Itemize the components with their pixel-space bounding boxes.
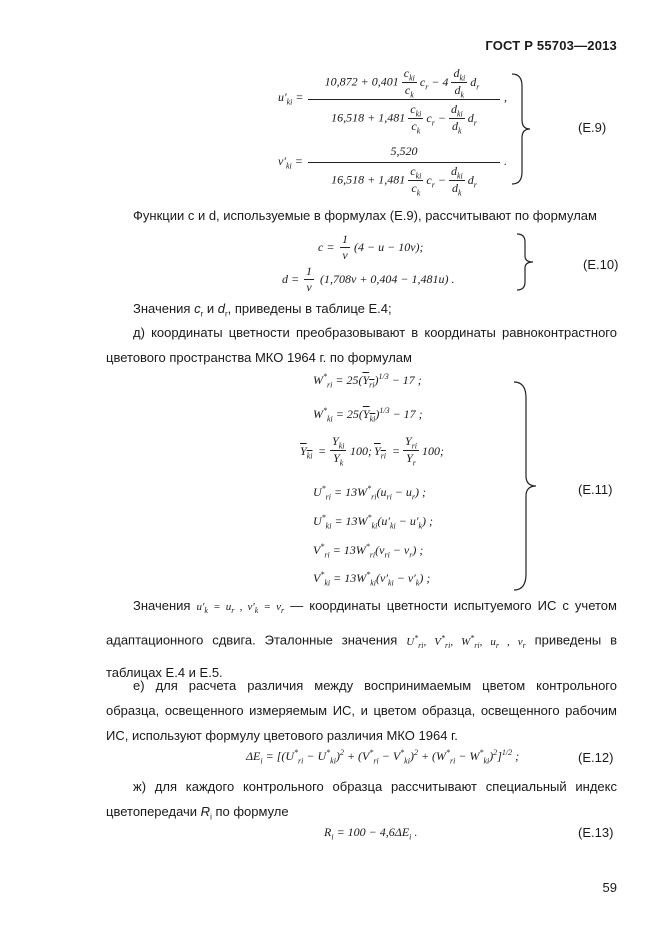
equation-e11-line-4: $U^*_{ri} = 13W^*_{ri}(u_{ri} - u_r)$ ; bbox=[313, 484, 427, 502]
document-standard-number: ГОСТ Р 55703—2013 bbox=[485, 38, 617, 53]
equation-label-e10: (Е.10) bbox=[583, 257, 619, 272]
paragraph-e-color-difference: е) для расчета различия между воспринимаемым цветом контрольного образца, освещенного измеряемым ИС, и цветом образца, освещенного рабочим ИС, используют формулу цветового различия МКО 1964 г. bbox=[106, 678, 617, 743]
right-brace-e10 bbox=[515, 232, 535, 292]
page-number: 59 bbox=[602, 880, 617, 895]
paragraph-values-cr-dr: Значения $c_r$ и $d_r$, приведены в таблице Е.4; bbox=[133, 301, 392, 319]
equation-e11-line-3: $Y_{ki}$ = $Y_{ki}$ $Y_k$ 100; $Y_{ri}$ = $Y_{ri}$ $Y_r$ 100; bbox=[300, 434, 444, 468]
equation-label-e12: (Е.12) bbox=[578, 750, 614, 765]
paragraph-d-coordinates: д) координаты цветности преобразовывают в координаты равноконтрастного цветового пространства МКО 1964 г. по формулам bbox=[106, 325, 617, 365]
equation-e9-v: $v'_{ki}$ = 5,520 . 16,518 + 1,481 $\frac{c_{ki}}{c_k}$ $c_r$ − $\frac{d_{ki}}{d_k}$ $d_r$ bbox=[278, 144, 507, 198]
equation-label-e13: (Е.13) bbox=[578, 825, 614, 840]
equation-e11-line-5: $U^*_{ki} = 13W^*_{ki}(u'_{ki} - u'_k)$ ; bbox=[313, 513, 434, 531]
equation-e13: $R_i = 100 - 4,6\Delta E_i$ . bbox=[324, 825, 418, 842]
equation-e10-c: c = $\frac{1}{v}$ (4 − u − 10v); bbox=[318, 232, 424, 262]
right-brace-e9 bbox=[510, 72, 532, 186]
paragraph-functions-c-d: Функции c и d, используемые в формулах (Е.9), рассчитывают по формулам bbox=[133, 208, 597, 223]
equation-e11-line-1: $W^*_{ri} = 25(Y_{ri})^{1/3} - 17$ ; bbox=[313, 372, 422, 390]
equation-e10-d: d = $\frac{1}{v}$ (1,708v + 0,404 − 1,481u) . bbox=[282, 264, 455, 294]
equation-e11-line-7: $V^*_{ki} = 13W^*_{ki}(v'_{ki} - v'_k)$ ; bbox=[313, 570, 431, 588]
equation-label-e9: (Е.9) bbox=[578, 120, 607, 135]
equation-e11-line-2: $W^*_{ki} = 25(Y_{ki})^{1/3} - 17$ ; bbox=[313, 406, 423, 424]
paragraph-values-adaptation: Значения $u'_k = u_r$ , $v'_k = v_r$ — координаты цветности испытуемого ИС с учетом адаптационного сдвига. Эталонные значения $U^*_{ri}$, $V^*_{ri}$, $W^*_{ri}$, $u_r$ , $v_r$ приведены в таблицах Е.4 и Е.5. bbox=[106, 598, 617, 681]
equation-e11-line-6: $V^*_{ri} = 13W^*_{ri}(v_{ri} - v_r)$ ; bbox=[313, 542, 424, 560]
equation-e12: $\Delta E_i = [(U^*_{ri} - U^*_{ki})^2 + (V^*_{ri} - V^*_{ki})^2 + (W^*_{ri} - W^*_{ki})^2]^{1/2}$ ; bbox=[246, 748, 520, 766]
equation-e9-u: $u'_{ki}$ = 10,872 + 0,401 $\frac{c_{ki}}{c_k}$ $c_r - 4$ $\frac{d_{ki}}{d_k}$ $d_r$ , 16,518 + 1,481 $\frac{c_{ki}}{c_k}$ $c_r$ − $\frac{d_{ki}}{d_k}$ $d_r$ bbox=[278, 66, 507, 136]
right-brace-e11 bbox=[512, 380, 538, 592]
equation-label-e11: (Е.11) bbox=[578, 482, 613, 497]
paragraph-zh-special-index: ж) для каждого контрольного образца рассчитывают специальный индекс цветопередачи $R_i$ по формуле bbox=[106, 779, 617, 822]
